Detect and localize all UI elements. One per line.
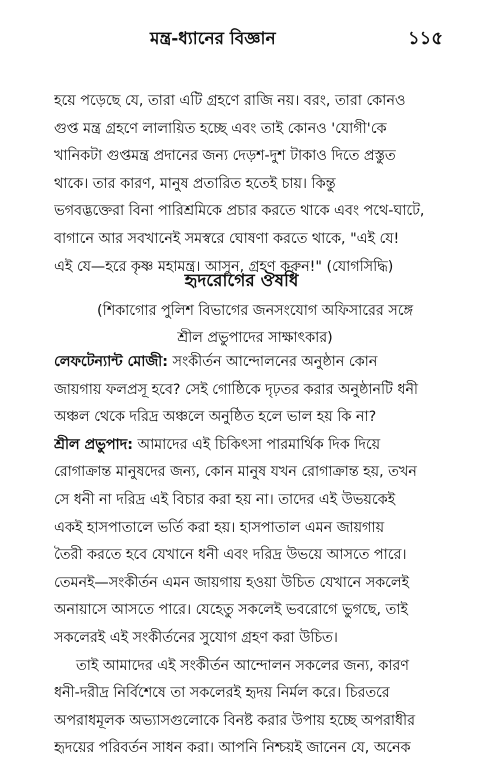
subtitle-line: শ্রীল প্রভুপাদের সাক্ষাৎকার) <box>177 330 333 346</box>
text-line: হৃদয়ের পরিবর্তন সাধন করা। আপনি নিশ্চয়ই জানেন যে, অনেক <box>54 740 411 757</box>
section-heading: হৃদরোগের ঔষধি <box>184 271 299 291</box>
subtitle-line: (শিকাগোর পুলিশ বিভাগের জনসংযোগ অফিসারের সঙ্গে <box>97 303 413 319</box>
text-line: একই হাসপাতালে ভর্তি করা হয়। হাসপাতাল এমন জায়গায় <box>54 519 384 536</box>
dialogue-text: আমাদের এই চিকিৎসা পারমার্থিক দিক দিয়ে <box>132 436 381 453</box>
text-line: অপরাধমূলক অভ্যাসগুলোকে বিনষ্ট করার উপায় হচ্ছে অপরাধীর <box>54 712 416 729</box>
text-line: হয়ে পড়েছে যে, তারা এটি গ্রহণে রাজি নয়। বরং, তারা কোনও <box>54 93 406 109</box>
text-line: ভগবদ্ভক্তেরা বিনা পারিশ্রমিকে প্রচার করতে থাকে এবং পথে-ঘাটে, <box>54 203 425 220</box>
text-line: সকলেরই এই সংকীর্তনের সুযোগ গ্রহণ করা উচিত। <box>54 629 338 646</box>
text-line: জায়গায় ফলপ্রসূ হবে? সেই গোষ্ঠিকে দৃঢ়তর করার অনুষ্ঠানটি ধনী <box>54 381 419 398</box>
dialogue-text: সংকীর্তন আন্দোলনের অনুষ্ঠান কোন <box>167 354 378 370</box>
opening-paragraph <box>54 88 456 281</box>
speaker-prabhupada: শ্রীল প্রভুপাদ: <box>54 436 133 453</box>
interview-dialogue <box>54 349 456 763</box>
text-line: তাই আমাদের এই সংকীর্তন আন্দোলন সকলের জন্য, কারণ <box>76 657 409 674</box>
text-line: থাকে। তার কারণ, মানুষ প্রতারিত হতেই চায়। কিন্তু <box>54 175 336 192</box>
section-subtitle <box>54 298 456 352</box>
text-line: রোগাক্রান্ত মানুষদের জন্য, কোন মানুষ যখন রোগাক্রান্ত হয়, তখন <box>54 464 417 481</box>
dialogue-line <box>54 349 456 377</box>
text-line: অঞ্চল থেকে দরিদ্র অঞ্চলে অনুষ্ঠিত হলে ভাল হয় কি না? <box>54 409 377 426</box>
page-number: ১১৫ <box>407 28 443 49</box>
text-line: তেমনই—সংকীর্তন এমন জায়গায় হওয়া উচিত যেখানে সকলেই <box>54 574 409 591</box>
speaker-lieutenant: লেফটেন্যান্ট মোজী: <box>54 354 168 370</box>
text-line: খানিকটা গুপ্তমন্ত্র প্রদানের জন্য দেড়শ-দুশ টাকাও দিতে প্রস্তুত <box>54 148 396 165</box>
text-line: ধনী-দরীদ্র নির্বিশেষে তা সকলেরই হৃদয় নির্মল করে। চিরতরে <box>54 685 390 702</box>
text-line: অনায়াসে আসতে পারে। যেহেতু সকলেই ভবরোগে ভুগছে, তাই <box>54 602 408 619</box>
running-title: মন্ত্র-ধ্যানের বিজ্ঞান <box>150 29 276 49</box>
text-line: এই যে—হরে কৃষ্ণ মহামন্ত্র। আসুন, গ্রহণ করুন!" (যোগসিদ্ধি) <box>54 258 394 275</box>
dialogue-line <box>54 432 456 460</box>
text-line: বাগানে আর সবখানেই সমস্বরে ঘোষণা করতে থাকে, "এই যে! <box>54 230 400 247</box>
text-line: সে ধনী না দরিদ্র এই বিচার করা হয় না। তাদের এই উভয়কেই <box>54 491 396 508</box>
text-line: তৈরী করতে হবে যেখানে ধনী এবং দরিদ্র উভয়ে আসতে পারে। <box>54 547 407 564</box>
text-line: গুপ্ত মন্ত্র গ্রহণে লালায়িত হচ্ছে এবং তাই কোনও 'যোগী'কে <box>54 120 387 137</box>
